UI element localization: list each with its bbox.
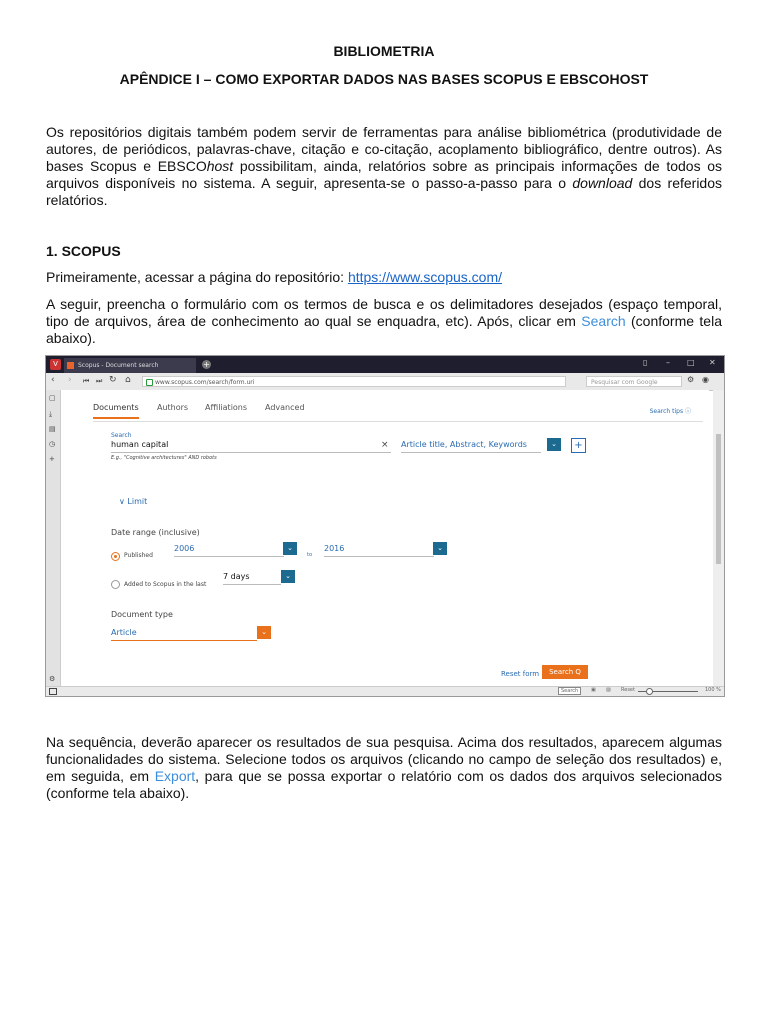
scrollbar-thumb[interactable]: [716, 434, 721, 564]
address-bar: [46, 373, 724, 391]
to-label: to: [307, 552, 313, 558]
scopus-screenshot: [45, 355, 725, 697]
minimize-icon[interactable]: –: [666, 358, 670, 367]
extension-icon[interactable]: ⚙: [687, 375, 695, 384]
forward-icon[interactable]: ›: [68, 375, 72, 385]
settings-icon[interactable]: ⚙: [49, 675, 56, 683]
limit-toggle[interactable]: ∨ Limit: [119, 497, 148, 506]
browser-sidebar: [46, 390, 61, 696]
add-panel-icon[interactable]: +: [49, 455, 55, 463]
doctype-label: Document type: [111, 610, 173, 619]
zoom-slider-handle[interactable]: [646, 688, 653, 695]
new-tab-icon[interactable]: +: [203, 360, 210, 369]
reload-icon[interactable]: ↻: [109, 375, 117, 385]
image-icon[interactable]: ▨: [606, 687, 611, 693]
published-label: Published: [124, 552, 153, 559]
history-icon[interactable]: ◷: [49, 440, 56, 448]
paragraph-fill-form: [46, 296, 722, 347]
date-range-label: Date range (inclusive): [111, 528, 200, 537]
status-reset[interactable]: Reset: [621, 687, 635, 693]
days-dropdown-icon[interactable]: ⌄: [281, 570, 295, 583]
search-tips-link[interactable]: Search tips ⓘ: [649, 408, 691, 415]
status-search: Search: [558, 687, 581, 695]
tab-title: Scopus - Document search: [78, 362, 159, 369]
access-text: Primeiramente, acessar a página do repositório:: [46, 269, 348, 285]
search-label: Search: [111, 432, 132, 439]
home-icon[interactable]: ⌂: [125, 375, 131, 385]
to-year-select[interactable]: 2016: [324, 544, 434, 557]
url-field[interactable]: [142, 376, 566, 387]
rewind-icon[interactable]: ⏮: [83, 377, 90, 385]
to-year-dropdown-icon[interactable]: ⌄: [433, 542, 447, 555]
intro-download: download: [572, 175, 633, 191]
browser-tab[interactable]: [64, 358, 196, 373]
panel-toggle-icon[interactable]: [49, 688, 57, 695]
tab-affiliations[interactable]: Affiliations: [205, 403, 248, 412]
from-year-select[interactable]: 2006: [174, 544, 284, 557]
field-select[interactable]: Article title, Abstract, Keywords: [401, 440, 541, 453]
paragraph-access: [46, 269, 722, 286]
browser-statusbar: [46, 686, 724, 697]
intro-text-b: possibilitam, ainda, relatórios sobre as principais informações de todos os arquivos disponíveis no sistema. A seguir, apresenta-se o passo-a-passo para o: [46, 158, 722, 191]
search-word: Search: [581, 313, 626, 329]
doc-subtitle: APÊNDICE I – COMO EXPORTAR DADOS NAS BASES SCOPUS E EBSCOHOST: [119, 71, 649, 87]
fastforward-icon[interactable]: ⏭: [96, 377, 103, 385]
screenshot-icon[interactable]: ▣: [591, 687, 596, 693]
search-button[interactable]: Search Q: [542, 665, 588, 679]
results-text-a: Na sequência, deverão aparecer os resultados de sua pesquisa. Acima dos resultados, aparecem algumas funcionalidades do sistema. Selecione todos os arquivos (clicando no campo de seleção dos resultados) e, em seguida, em: [46, 734, 722, 784]
notes-icon[interactable]: ▤: [49, 425, 56, 433]
added-label: Added to Scopus in the last: [124, 581, 207, 588]
search-tabs: [93, 399, 703, 422]
results-text-b: , para que se possa exportar o relatório com os dados dos arquivos selecionados (conforme tela abaixo).: [46, 768, 722, 801]
trash-icon[interactable]: ▯: [643, 358, 648, 367]
doctype-dropdown-icon[interactable]: ⌄: [257, 626, 271, 639]
fill-form-text-b: (conforme tela abaixo).: [46, 313, 722, 346]
from-year-dropdown-icon[interactable]: ⌄: [283, 542, 297, 555]
browser-search-input[interactable]: [586, 376, 682, 387]
scopus-favicon-icon: [67, 362, 74, 369]
add-field-button[interactable]: +: [571, 438, 586, 453]
published-radio[interactable]: [111, 552, 120, 561]
close-icon[interactable]: ✕: [709, 358, 716, 367]
intro-paragraph: [46, 124, 722, 209]
intro-host: host: [206, 158, 234, 174]
export-word: Export: [154, 768, 196, 784]
intro-text-a: Os repositórios digitais também podem servir de ferramentas para análise bibliométrica (produtividade de autores, de periódicos, palavras-chave, citação e co-citação, acoplamento bibliográfico, dentre outros). As bases Scopus e EBSCO: [46, 124, 722, 174]
back-icon[interactable]: ‹: [51, 375, 55, 385]
tab-authors[interactable]: Authors: [157, 403, 189, 412]
lock-icon: [146, 379, 153, 386]
maximize-icon[interactable]: □: [687, 358, 695, 367]
reset-form-link[interactable]: Reset form: [501, 670, 540, 678]
scopus-link[interactable]: https://www.scopus.com/: [347, 269, 502, 285]
url-text: www.scopus.com/search/form.uri: [155, 379, 255, 386]
browser-titlebar: [46, 356, 724, 373]
download-icon[interactable]: ⤓: [49, 410, 53, 418]
field-dropdown-icon[interactable]: ⌄: [547, 438, 561, 451]
fill-form-text-a: A seguir, preencha o formulário com os termos de busca e os delimitadores desejados (espaço temporal, tipo de arquivos, área de conhecimento ao qual se enquadra, etc). Após, clicar em: [46, 296, 722, 329]
browser-search-placeholder: Pesquisar com Google: [591, 379, 658, 386]
section-heading-scopus: 1. SCOPUS: [46, 243, 121, 259]
doc-title: BIBLIOMETRIA: [333, 43, 435, 59]
added-radio[interactable]: [111, 580, 120, 589]
doctype-select[interactable]: Article: [111, 628, 257, 641]
browser-logo-icon: V: [50, 359, 61, 370]
profile-icon[interactable]: ◉: [702, 375, 709, 384]
clear-icon[interactable]: ×: [381, 440, 389, 450]
search-example: E.g., "Cognitive architectures" AND robots: [111, 455, 217, 461]
bookmark-icon[interactable]: ▢: [49, 394, 56, 402]
zoom-level: 100 %: [705, 687, 721, 693]
page-scrollbar[interactable]: [713, 390, 724, 686]
scopus-search-form: [61, 390, 709, 686]
tab-advanced[interactable]: Advanced: [265, 403, 305, 412]
days-select[interactable]: 7 days: [223, 572, 281, 585]
tab-documents[interactable]: Documents: [93, 403, 139, 419]
paragraph-results: [46, 734, 722, 802]
search-input[interactable]: human capital: [111, 440, 391, 453]
intro-text-c: dos referidos relatórios.: [46, 175, 722, 208]
